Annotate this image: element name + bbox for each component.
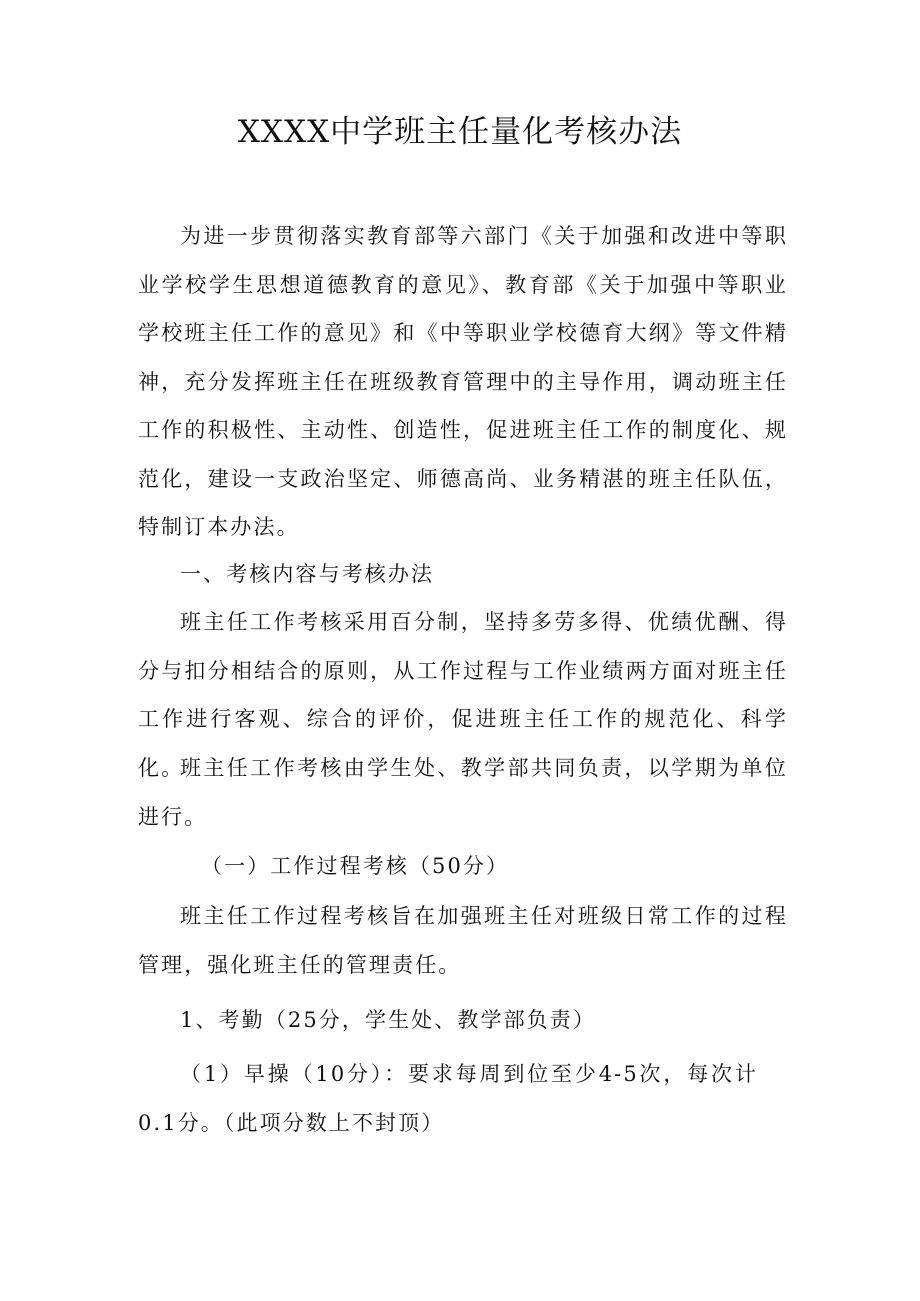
section-1-paragraph-2: 班主任工作考核由学生处、教学部共同负责，以学期为单位进行。: [138, 756, 788, 829]
intro-paragraph: 为进一步贯彻落实教育部等六部门《关于加强和改进中等职业学校学生思想道德教育的意见》、教育部《关于加强中等职业学校班主任工作的意见》和《中等职业学校德育大纲》等文件精神，充分发挥班主任在班级教育管理中的主导作用，调动班主任工作的积极性、主动性、创造性，促进班主任工作的制度化、规范化，建设一支政治坚定、师德高尚、业务精湛的班主任队伍，特制订本办法。: [138, 224, 788, 539]
list-item-morning-exercise: （1）早操（10分）：要求每周到位至少4-5次，每次计0.1分。（此项分数上不封顶）: [138, 1062, 758, 1135]
subsection-heading-1: （一）工作过程考核（50分）: [201, 854, 510, 878]
list-item-attendance: 1、考勤（25分，学生处、教学部负责）: [180, 1008, 596, 1032]
section-1-paragraph-1: 班主任工作考核采用百分制，坚持多劳多得、优绩优酬、得分与扣分相结合的原则，从工作过程与工作业绩两方面对班主任工作进行客观、综合的评价，促进班主任工作的规范化、科学化。: [138, 610, 788, 780]
document-title: XXXX中学班主任量化考核办法: [237, 114, 683, 150]
subsection-1-paragraph-1: 班主任工作过程考核旨在加强班主任对班级日常工作的过程管理，强化班主任的管理责任。: [138, 904, 788, 977]
section-heading-1: 一、考核内容与考核办法: [180, 562, 435, 586]
